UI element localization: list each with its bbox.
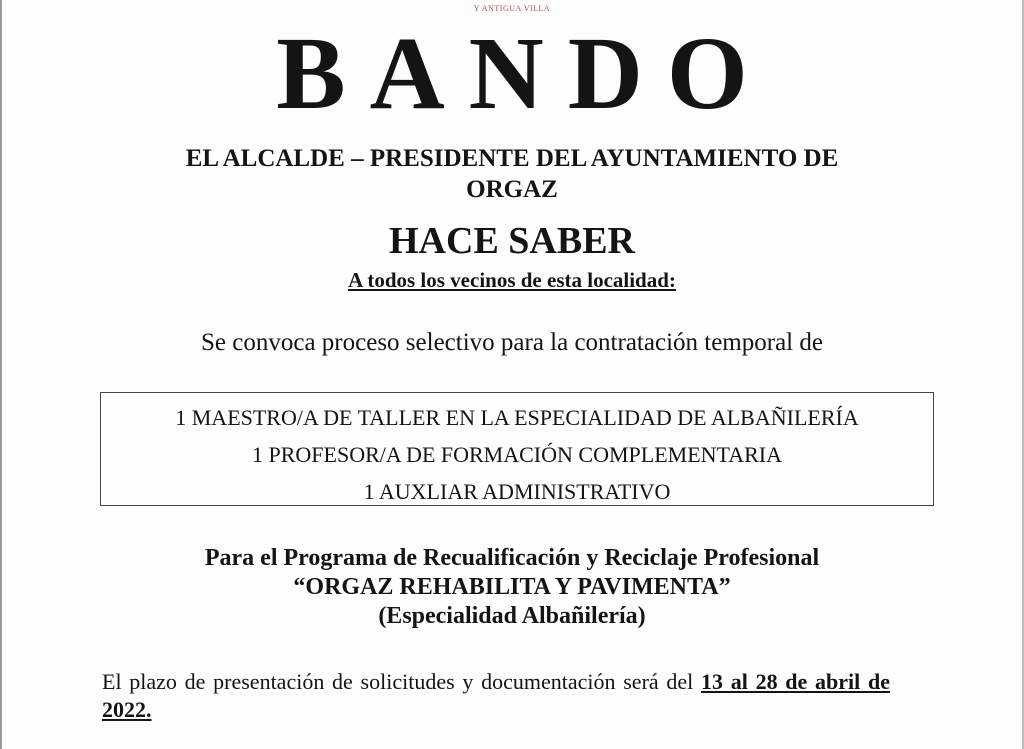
issuer-line-1: EL ALCALDE – PRESIDENTE DEL AYUNTAMIENTO DE bbox=[185, 145, 839, 172]
crest-caption: Y ANTIGUA VILLA bbox=[473, 4, 551, 13]
program-name: “ORGAZ REHABILITA Y PAVIMENTA” bbox=[293, 574, 731, 600]
deadline-paragraph bbox=[102, 668, 890, 724]
program-line-1: Para el Programa de Recualificación y Reciclaje Profesional bbox=[204, 545, 820, 571]
document-title: BANDO bbox=[276, 16, 772, 131]
issuer-heading bbox=[62, 143, 962, 205]
deadline-text: El plazo de presentación de solicitudes y documentación será del bbox=[102, 669, 701, 694]
deadline-dates: 13 al 28 de abril de 2022. bbox=[102, 669, 890, 722]
positions-box bbox=[100, 392, 934, 506]
position-item: 1 PROFESOR/A DE FORMACIÓN COMPLEMENTARIA bbox=[252, 442, 782, 467]
addressee-line: A todos los vecinos de esta localidad: bbox=[348, 268, 676, 292]
notice-heading: HACE SABER bbox=[389, 220, 635, 262]
intro-paragraph: Se convoca proceso selectivo para la contratación temporal de bbox=[201, 329, 823, 356]
program-specialty: (Especialidad Albañilería) bbox=[378, 603, 646, 629]
issuer-line-2: ORGAZ bbox=[466, 176, 558, 203]
position-item: 1 MAESTRO/A DE TALLER EN LA ESPECIALIDAD DE ALBAÑILERÍA bbox=[175, 405, 859, 430]
program-block bbox=[62, 544, 962, 631]
position-item: 1 AUXLIAR ADMINISTRATIVO bbox=[363, 479, 671, 504]
